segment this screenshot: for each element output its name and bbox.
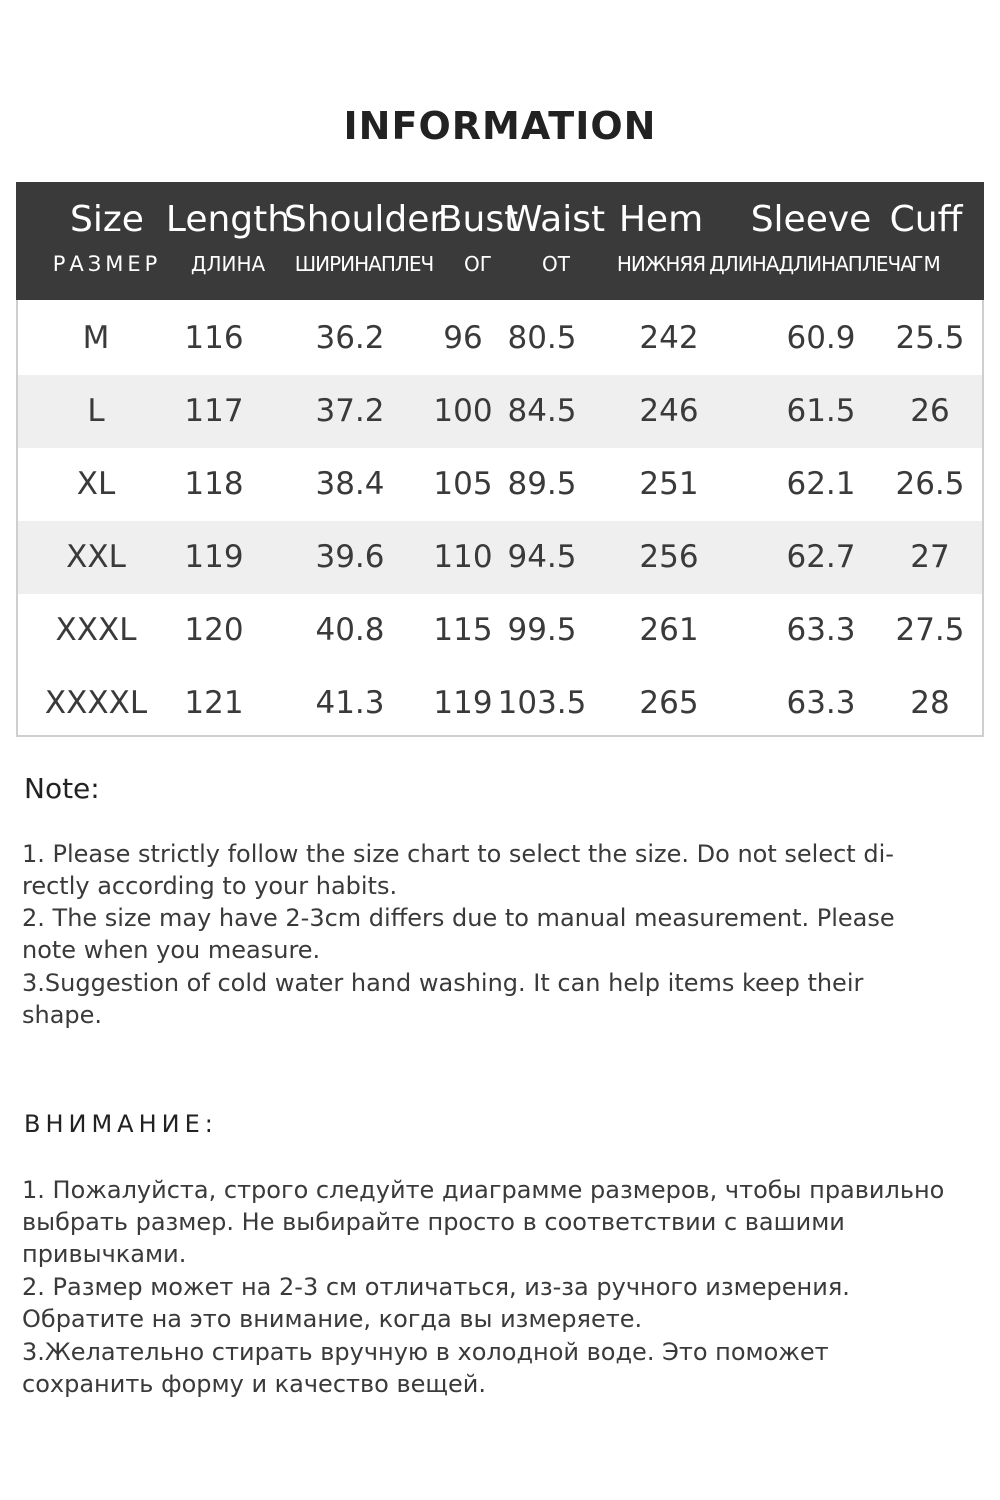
cell-length: 116 bbox=[184, 320, 244, 356]
note-line: shape. bbox=[22, 1001, 103, 1029]
cell-bust: 115 bbox=[433, 612, 493, 648]
cell-waist: 89.5 bbox=[507, 466, 577, 502]
column-header-en: Cuff bbox=[889, 199, 963, 240]
table-row bbox=[18, 521, 982, 594]
table-row bbox=[18, 375, 982, 448]
cell-shoulder: 38.4 bbox=[315, 466, 385, 502]
column-header-cuff bbox=[890, 200, 963, 276]
cell-size: XXXXL bbox=[44, 685, 148, 721]
ru-note-line: 1. Пожалуйста, строго следуйте диаграмме размеров, чтобы правильно bbox=[22, 1176, 945, 1204]
cell-hem: 251 bbox=[639, 466, 699, 502]
cell-length: 118 bbox=[184, 466, 244, 502]
cell-sleeve: 63.3 bbox=[786, 612, 856, 648]
cell-shoulder: 41.3 bbox=[315, 685, 385, 721]
table-row bbox=[18, 594, 982, 667]
note-heading: Note: bbox=[24, 772, 100, 805]
column-header-waist bbox=[507, 200, 605, 276]
cell-sleeve: 60.9 bbox=[786, 320, 856, 356]
column-header-ru: НИЖНЯЯ bbox=[616, 252, 706, 276]
column-header-ru: ОТ bbox=[542, 252, 570, 276]
column-header-ru: ОГ bbox=[464, 252, 492, 276]
cell-cuff: 26.5 bbox=[895, 466, 965, 502]
column-header-en: Hem bbox=[618, 199, 704, 240]
cell-cuff: 27.5 bbox=[895, 612, 965, 648]
cell-waist: 80.5 bbox=[507, 320, 577, 356]
table-row bbox=[18, 448, 982, 521]
column-header-en: Length bbox=[165, 199, 291, 240]
column-header-length bbox=[166, 200, 290, 276]
cell-waist: 94.5 bbox=[507, 539, 577, 575]
ru-note-line: 3.Желательно стирать вручную в холодной воде. Это поможет bbox=[22, 1338, 829, 1366]
cell-hem: 261 bbox=[639, 612, 699, 648]
cell-shoulder: 39.6 bbox=[315, 539, 385, 575]
size-chart-table bbox=[16, 182, 984, 737]
cell-shoulder: 36.2 bbox=[315, 320, 385, 356]
cell-hem: 242 bbox=[639, 320, 699, 356]
column-header-en: Sleeve bbox=[750, 199, 872, 240]
cell-size: XL bbox=[76, 466, 116, 502]
cell-waist: 99.5 bbox=[507, 612, 577, 648]
cell-bust: 119 bbox=[433, 685, 493, 721]
cell-hem: 256 bbox=[639, 539, 699, 575]
cell-size: L bbox=[87, 393, 105, 429]
table-row bbox=[18, 667, 982, 740]
ru-note-heading: ВНИМАНИЕ: bbox=[24, 1110, 218, 1138]
cell-sleeve: 62.7 bbox=[786, 539, 856, 575]
note-line: 3.Suggestion of cold water hand washing. It can help items keep their bbox=[22, 969, 864, 997]
cell-waist: 103.5 bbox=[497, 685, 587, 721]
cell-size: XXXL bbox=[55, 612, 137, 648]
column-header-sleeve bbox=[709, 200, 913, 276]
table-row bbox=[18, 302, 982, 375]
cell-cuff: 26 bbox=[910, 393, 950, 429]
ru-note-line: привычками. bbox=[22, 1240, 187, 1268]
column-header-ru: ДЛИНАДЛИНАПЛЕЧА bbox=[709, 252, 913, 276]
cell-waist: 84.5 bbox=[507, 393, 577, 429]
column-header-en: Bust bbox=[437, 199, 519, 240]
cell-length: 119 bbox=[184, 539, 244, 575]
cell-cuff: 27 bbox=[910, 539, 950, 575]
column-header-ru: ШИРИНАПЛЕЧ bbox=[294, 252, 434, 276]
cell-bust: 96 bbox=[443, 320, 483, 356]
table-header bbox=[16, 182, 984, 300]
ru-note-line: 2. Размер может на 2-3 см отличаться, из-за ручного измерения. bbox=[22, 1273, 850, 1301]
cell-size: M bbox=[82, 320, 110, 356]
cell-sleeve: 63.3 bbox=[786, 685, 856, 721]
cell-sleeve: 61.5 bbox=[786, 393, 856, 429]
cell-size: XXL bbox=[66, 539, 126, 575]
column-header-hem bbox=[617, 200, 705, 276]
page-title: INFORMATION bbox=[343, 104, 657, 148]
cell-sleeve: 62.1 bbox=[786, 466, 856, 502]
column-header-ru: ГМ bbox=[911, 252, 941, 276]
column-header-ru: ДЛИНА bbox=[190, 252, 266, 276]
column-header-en: Waist bbox=[506, 199, 606, 240]
cell-length: 117 bbox=[184, 393, 244, 429]
cell-bust: 100 bbox=[433, 393, 493, 429]
cell-length: 120 bbox=[184, 612, 244, 648]
cell-shoulder: 37.2 bbox=[315, 393, 385, 429]
column-header-en: Shoulder bbox=[283, 199, 445, 240]
note-line: 1. Please strictly follow the size chart to select the size. Do not select di- bbox=[22, 840, 894, 868]
ru-note-line: выбрать размер. Не выбирайте просто в соответствии с вашими bbox=[22, 1208, 845, 1236]
cell-cuff: 25.5 bbox=[895, 320, 965, 356]
ru-note-line: сохранить форму и качество вещей. bbox=[22, 1370, 486, 1398]
cell-hem: 265 bbox=[639, 685, 699, 721]
column-header-size bbox=[53, 200, 162, 276]
cell-cuff: 28 bbox=[910, 685, 950, 721]
column-header-ru: РАЗМЕР bbox=[52, 252, 162, 276]
column-header-shoulder bbox=[284, 200, 444, 276]
note-line: 2. The size may have 2-3cm differs due to manual measurement. Please bbox=[22, 904, 895, 932]
cell-length: 121 bbox=[184, 685, 244, 721]
cell-shoulder: 40.8 bbox=[315, 612, 385, 648]
cell-bust: 110 bbox=[433, 539, 493, 575]
column-header-en: Size bbox=[70, 199, 144, 240]
note-line: rectly according to your habits. bbox=[22, 872, 398, 900]
ru-note-line: Обратите на это внимание, когда вы измеряете. bbox=[22, 1305, 643, 1333]
cell-bust: 105 bbox=[433, 466, 493, 502]
note-line: note when you measure. bbox=[22, 936, 321, 964]
cell-hem: 246 bbox=[639, 393, 699, 429]
